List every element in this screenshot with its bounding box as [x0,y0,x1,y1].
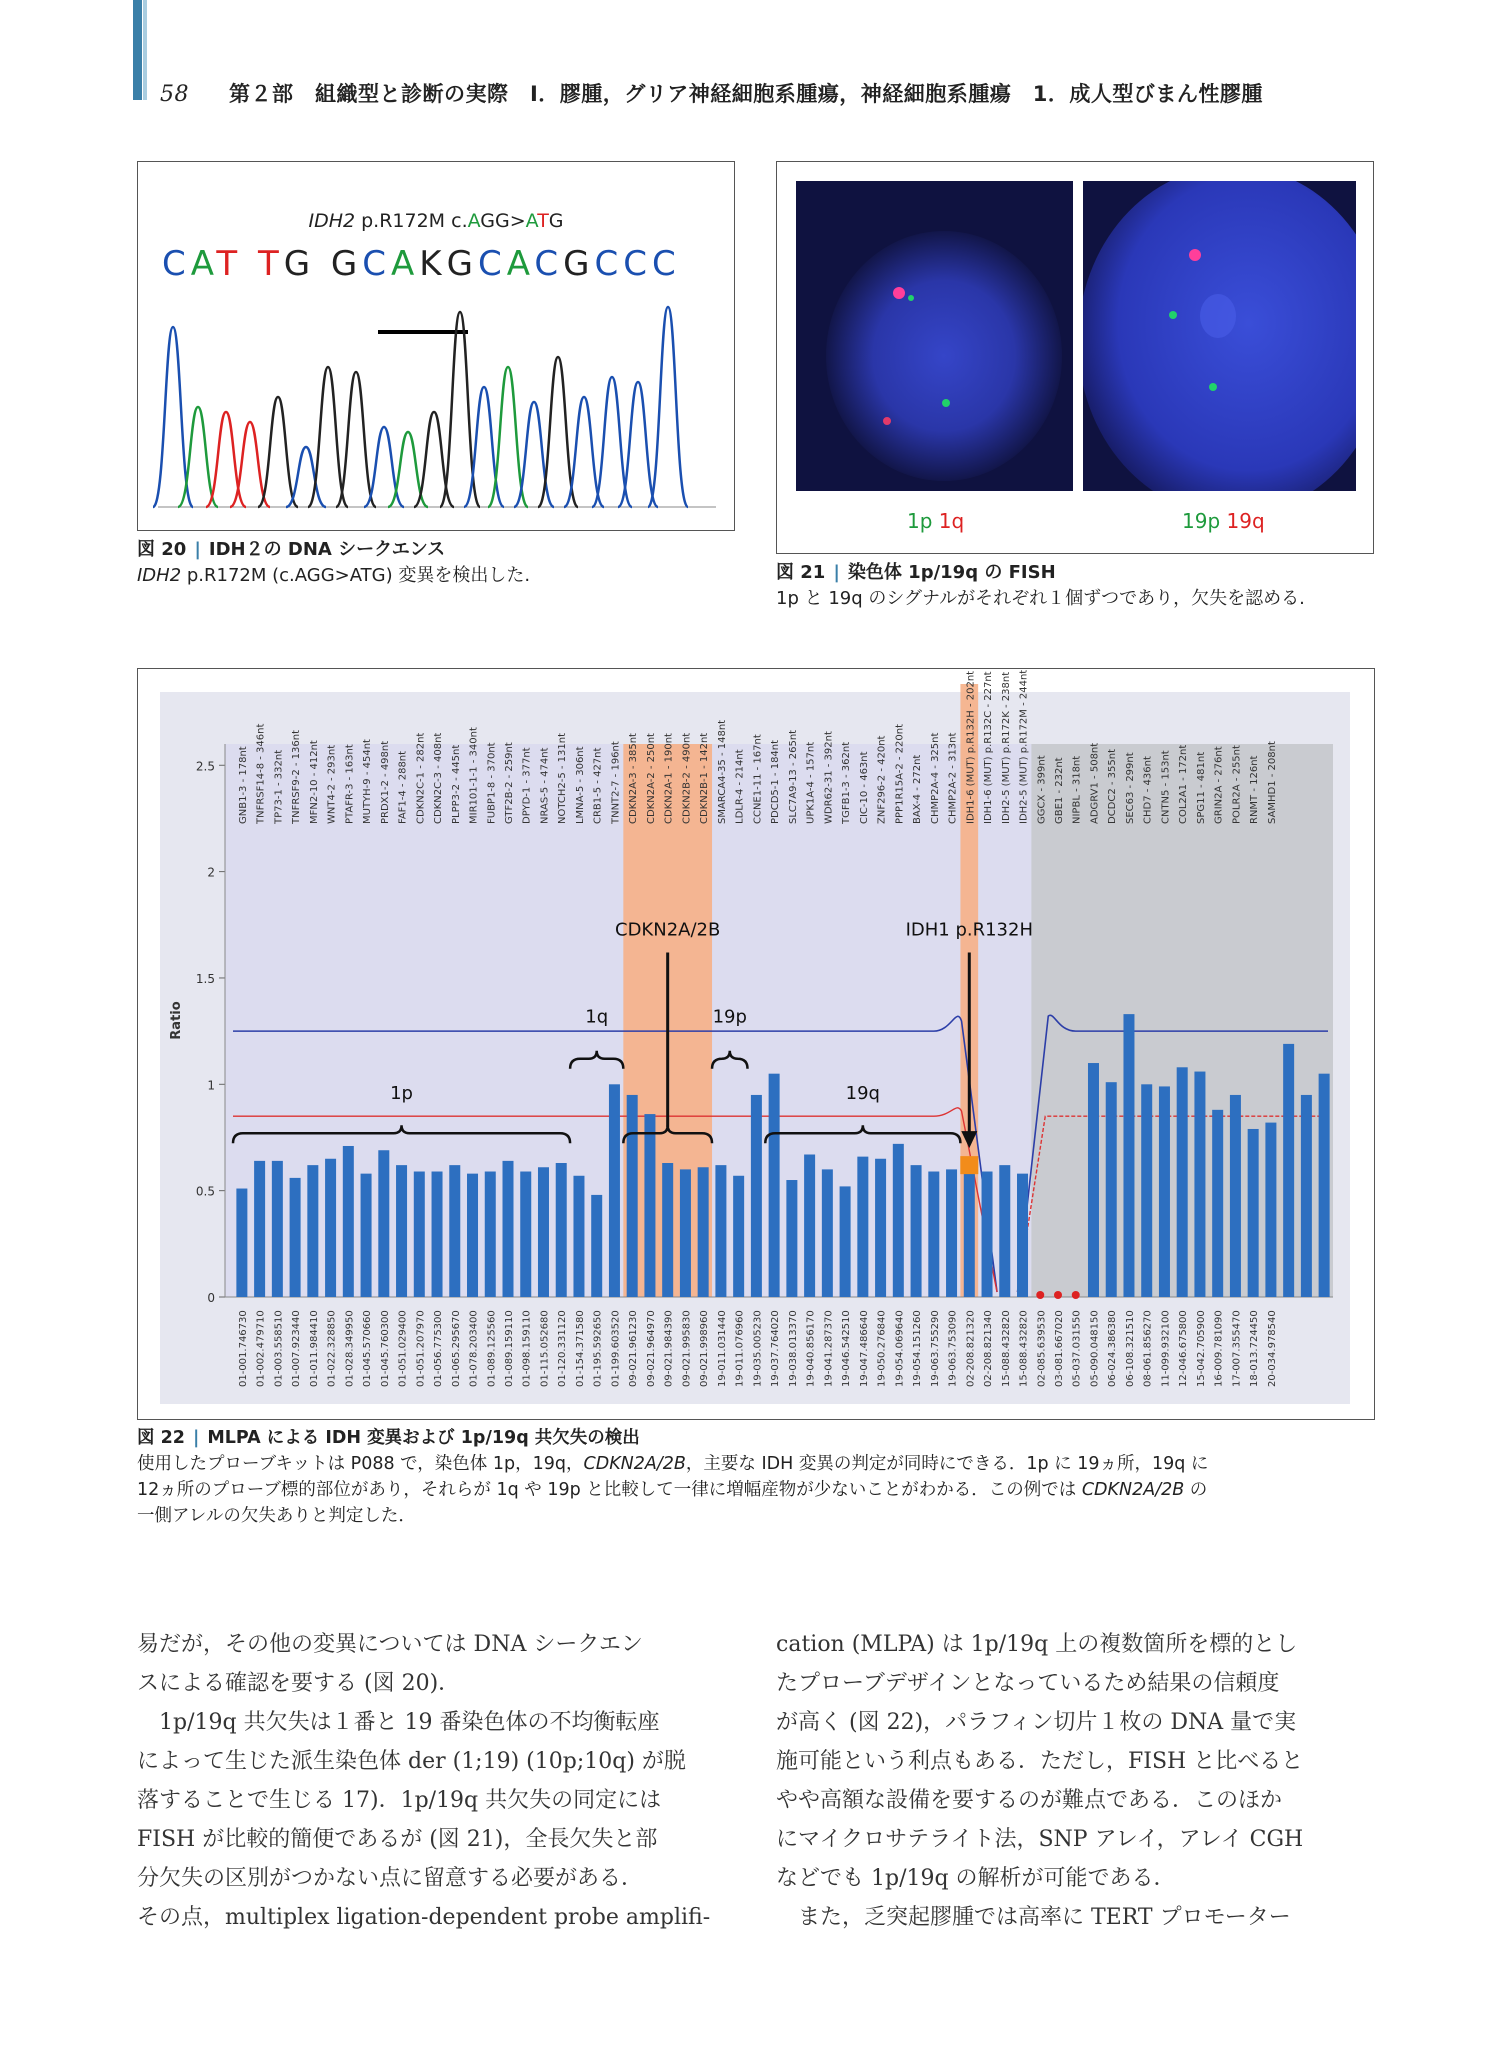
sequence-base: C [162,244,191,284]
fish-signal-red [893,287,905,299]
sequence-base: C [594,244,624,284]
position-label: 19-063.753090 [947,1310,959,1387]
probe-label: TNFRSF9-2 - 136nt [291,729,303,824]
fig20-caption-sep: | [194,539,201,560]
fig20-title-t: T [537,210,549,232]
position-label: 19-063.755290 [929,1310,941,1387]
bar [680,1169,691,1297]
sequence-base: C [623,244,652,284]
running-header [160,78,1263,108]
position-label: 01-007.923440 [291,1310,303,1387]
chromatogram-peak [336,372,376,507]
y-tick-label: 1.5 [195,971,215,986]
probe-label: NRAS-5 - 474nt [539,747,551,824]
position-label: 19-054.069640 [894,1310,906,1387]
body-right-line: 施可能という利点もある．ただし，FISH と比べると [776,1749,1304,1774]
position-label: 01-051.207970 [415,1310,427,1387]
figure-21-fish [776,161,1374,554]
position-label: 09-021.961230 [628,1310,640,1387]
probe-label: CDKN2B-1 - 142nt [699,732,711,824]
chromatogram-peak [206,412,246,507]
position-label: 15-088.432820 [1000,1310,1012,1387]
chromatogram-peak [618,382,658,507]
position-label: 19-054.151260 [912,1310,924,1387]
fig22-caption-line2-a: 12ヵ所のプローブ標的部位があり，それらが 1q や 19p と比較して一律に増幅産物が少ないことがわかる．この例では [137,1480,1082,1500]
sequence-base: G [446,244,478,284]
body-left-line: 易だが，その他の変異については DNA シークエン [137,1632,643,1657]
position-label: 01-056.775300 [433,1310,445,1387]
probe-label: TNNT2-7 - 196nt [610,741,622,824]
position-label: 01-154.371580 [574,1310,586,1387]
bar [733,1176,744,1297]
probe-label: CRB1-5 - 427nt [592,747,604,824]
bar [662,1163,673,1297]
y-axis-label: Ratio [169,1001,184,1040]
fig22-caption-heading: MLPA による IDH 変異および 1p/19q 共欠失の検出 [207,1428,640,1448]
bar [1017,1174,1028,1297]
figure-22-mlpa [137,668,1375,1420]
body-right-line: また，乏突起膠腫では高率に TERT プロモーター [798,1905,1291,1930]
figure-20-sequence [137,161,735,531]
fig20-caption-label: 図 20 [137,539,187,560]
sequence-base: T [216,244,243,284]
probe-label: FUBP1-8 - 370nt [486,742,498,824]
bar [503,1161,514,1297]
fish-signal-green [1169,311,1177,319]
position-label: 01-011.984410 [308,1310,320,1387]
position-label: 01-065.295670 [450,1310,462,1387]
body-column-right [776,1625,1376,1937]
position-label: 17-007.355470 [1231,1310,1243,1387]
position-label: 01-002.479710 [255,1310,267,1387]
fish-signal-green [942,399,950,407]
fig20-title-a2: A [525,210,538,232]
sequence-base: C [477,244,507,284]
annotation-19q: 19q [845,1083,881,1105]
position-label: 09-021.964970 [645,1310,657,1387]
sequence-base: C [534,244,564,284]
fig20-title-a1: A [467,210,481,232]
position-label: 01-195.592650 [592,1310,604,1387]
probe-label: IDH2-5 (MUT) p.R172M - 244nt [1018,669,1030,824]
probe-label: WDR62-31 - 392nt [823,731,835,824]
bar [591,1195,602,1297]
bar [343,1146,354,1297]
bar [964,1161,975,1297]
position-label: 15-042.705900 [1195,1310,1207,1387]
bar [361,1174,372,1297]
probe-label: TGFB1-3 - 362nt [841,741,853,824]
fig20-title-gene: IDH2 [308,210,356,232]
body-right-line: cation (MLPA) は 1p/19q 上の複数箇所を標的とし [776,1632,1298,1657]
body-column-left [137,1625,737,1937]
sequence-base: A [391,244,420,284]
bar [325,1159,336,1297]
bar-zero-point [1036,1291,1044,1299]
probe-label: GGCX - 399nt [1036,755,1048,824]
fish-image-19p19q [1083,181,1356,491]
annotation-19p: 19p [712,1006,747,1028]
bar [1248,1129,1259,1297]
probe-label: CHD7 - 436nt [1142,756,1154,824]
fish-nucleus-right [1083,181,1356,491]
position-label: 19-011.076960 [734,1310,746,1387]
fish-label-19q: 19q [1226,509,1265,533]
position-label: 03-081.667020 [1054,1310,1065,1387]
position-label: 02-085.639530 [1036,1310,1048,1387]
annotation-idh1: IDH1 p.R132H [905,919,1034,941]
fish-label-1p: 1p [907,509,933,533]
fish-signal-green [1209,383,1217,391]
probe-label: NIPBL - 318nt [1071,755,1083,824]
position-label: 05-037.031550 [1071,1310,1083,1387]
position-label: 11-099.932100 [1160,1310,1172,1387]
probe-label: LMNA-5 - 306nt [574,746,586,824]
probe-label: FAF1-4 - 288nt [397,750,409,824]
probe-label: LDLR-4 - 214nt [734,749,746,824]
bar [1194,1072,1205,1297]
bar [982,1172,993,1297]
probe-label: GBE1 - 232nt [1054,757,1065,824]
bar-zero-point [1072,1291,1080,1299]
chromatogram-peak [258,397,298,507]
fish-label-19p: 19p [1182,509,1221,533]
probe-label: NOTCH2-5 - 131nt [557,732,569,824]
fig21-caption-heading: 染色体 1p/19q の FISH [847,562,1056,583]
fig22-caption-line3: 一側アレルの欠失ありと判定した． [137,1506,416,1526]
probe-label: CCNE1-11 - 167nt [752,734,764,824]
position-label: 20-034.978540 [1266,1310,1278,1387]
bar [1141,1084,1152,1297]
position-label: 01-022.328850 [326,1310,338,1387]
bar [715,1165,726,1297]
bar-zero-point [1054,1291,1062,1299]
body-right-line: やや高額な設備を要するのが難点である．このほか [776,1788,1283,1813]
probe-label: MFN2-10 - 412nt [308,740,320,824]
probe-label: SMARCA4-35 - 148nt [716,719,728,824]
bar [485,1172,496,1297]
body-left-line: FISH が比較的簡便であるが (図 21)，全長欠失と部 [137,1827,658,1852]
probe-label: CHMP2A-2 - 313nt [947,732,959,824]
bar [1123,1014,1134,1297]
position-label: 01-045.760300 [379,1310,391,1387]
bar [1177,1067,1188,1297]
fig22-caption-line1-b: ，主要な IDH 変異の判定が同時にできる．1p に 19ヵ所，19q に [685,1454,1209,1474]
probe-label: IDH1-6 (MUT) p.R132H - 202nt [965,670,977,824]
probe-label: SPG11 - 481nt [1195,751,1207,824]
position-label: 15-088.432820 [1018,1310,1030,1387]
fig22-caption-line1-a: 使用したプローブキットは P088 で，染色体 1p，19q， [137,1454,584,1474]
fig22-caption-line1 [137,1451,1377,1477]
position-label: 19-040.856170 [805,1310,817,1387]
probe-label: CDKN2C-1 - 282nt [415,732,427,824]
body-right-line: などでも 1p/19q の解析が可能である． [776,1866,1176,1891]
probe-label: TNFRSF14-8 - 346nt [255,723,267,824]
body-left-line: その点，multiplex ligation-dependent probe amplifi- [137,1905,711,1930]
probe-label: IDH1-6 (MUT) p.R132C - 227nt [983,671,995,824]
fig20-caption-title [137,537,737,563]
position-label: 06-024.386380 [1107,1310,1119,1387]
probe-label: MUTYH-9 - 454nt [362,739,374,824]
probe-label: CNTN5 - 153nt [1160,750,1172,824]
position-label: 19-046.542510 [841,1310,853,1387]
bar [538,1167,549,1297]
sequence-base: G [563,244,595,284]
position-label: 01-199.603520 [610,1310,622,1387]
bar [928,1172,939,1297]
position-label: 01-120.331120 [557,1310,569,1387]
position-label: 01-001.746730 [237,1310,249,1387]
position-label: 06-108.321510 [1124,1310,1136,1387]
fig20-caption-gene: IDH2 [137,565,182,586]
y-tick-label: 1 [207,1078,215,1093]
probe-label: GRIN2A - 276nt [1213,746,1225,824]
probe-label: GNB1-3 - 178nt [237,746,249,824]
position-label: 19-050.276840 [876,1310,888,1387]
probe-label: RNMT - 126nt [1249,755,1261,824]
bar [999,1165,1010,1297]
bar [467,1174,478,1297]
sequence-base: K [419,244,447,284]
position-label: 19-037.764020 [770,1310,782,1387]
fish-signal-red [1189,249,1201,261]
fig20-title-rest: p.R172M c. [355,210,468,232]
sidebar-accent-bar-light [143,0,147,100]
probe-label: CDKN2A-2 - 250nt [645,733,657,824]
position-label: 19-038.013370 [787,1310,799,1387]
probe-label: COL2A1 - 172nt [1178,744,1190,824]
fig22-caption-label: 図 22 [137,1428,185,1448]
bar [254,1161,265,1297]
fish-image-1p1q [796,181,1073,491]
y-tick-label: 2 [207,865,215,880]
y-tick-label: 0.5 [195,1184,215,1199]
bar [432,1172,443,1297]
bar [236,1189,247,1297]
position-label: 01-089.159110 [504,1310,515,1387]
sequence-base: C [362,244,392,284]
bar [1106,1082,1117,1297]
bar [1301,1095,1312,1297]
fish-label-left [907,509,964,533]
fish-signal-red [883,417,891,425]
probe-label: ZNF296-2 - 420nt [876,735,888,824]
position-label: 01-078.203400 [468,1310,480,1387]
body-left-line: スによる確認を要する (図 20)． [137,1671,461,1696]
fig20-title-mid: GG> [480,210,526,232]
bar [1159,1086,1170,1297]
probe-label: CDKN2A-3 - 385nt [628,733,640,824]
sequence-base: G [283,244,316,284]
fig20-caption-heading: IDH２の DNA シークエンス [208,539,446,560]
bar [786,1180,797,1297]
fig22-caption-line2-gene: CDKN2A/2B [1081,1480,1185,1500]
fig21-caption [776,560,1396,612]
bar [644,1114,655,1297]
probe-label: POLR2A - 255nt [1231,745,1243,824]
chromatogram-peak [440,312,480,507]
fig22-caption-sep: | [192,1428,200,1448]
sequence-base: A [506,244,535,284]
fig22-caption [137,1425,1377,1529]
fig22-caption-line2 [137,1477,1377,1503]
position-label: 01-098.159110 [521,1310,533,1387]
probe-label: BAX-4 - 272nt [912,754,924,824]
probe-label: PRDX1-2 - 498nt [379,740,391,824]
fig22-caption-line2-b: の [1184,1480,1208,1500]
annotation-1p: 1p [390,1083,413,1105]
y-tick-label: 2.5 [195,759,215,774]
fig20-title-g: G [548,210,564,232]
probe-label: CDKN2A-1 - 190nt [663,733,675,824]
position-label: 02-208.821340 [983,1310,995,1387]
bar [1212,1110,1223,1297]
probe-label: GTF2B-2 - 259nt [504,742,515,824]
probe-label: UPK1A-4 - 157nt [805,741,817,824]
body-left-line: 1p/19q 共欠失は１番と 19 番染色体の不均衡転座 [159,1710,660,1735]
fig20-caption [137,537,737,589]
bar [627,1095,638,1297]
position-label: 01-028.349950 [344,1310,356,1387]
position-label: 19-011.031440 [716,1310,728,1387]
bar [396,1165,407,1297]
probe-label: IDH2-5 (MUT) p.R172K - 238nt [1000,671,1012,824]
bar [822,1169,833,1297]
bar [1088,1063,1099,1297]
probe-label: ADGRV1 - 508nt [1089,742,1101,824]
fig21-caption-sep: | [833,562,840,583]
bar [857,1157,868,1297]
bar [573,1176,584,1297]
bar [1319,1074,1330,1297]
fish-label-right [1182,509,1265,533]
sequence-base: G [330,244,363,284]
probe-label: MIR101-1-1 - 340nt [468,727,480,824]
fish-nucleus-left [796,181,1073,491]
probe-label: PTAFR-3 - 163nt [344,744,356,824]
position-label: 05-090.048150 [1089,1310,1101,1387]
bar [804,1154,815,1297]
fig20-caption-text: p.R172M (c.AGG>ATG) 変異を検出した. [181,565,531,586]
position-label: 01-115.052680 [539,1310,551,1387]
body-right-line: が高く (図 22)，パラフィン切片１枚の DNA 量で実 [776,1710,1297,1735]
position-label: 09-021.995830 [681,1310,693,1387]
fish-signal-green [908,295,914,301]
probe-label: SEC63 - 299nt [1124,752,1136,824]
body-left-line: 落することで生じる 17)．1p/19q 共欠失の同定には [137,1788,662,1813]
probe-label: TP73-1 - 332nt [273,749,285,824]
bar [893,1144,904,1297]
bar [1283,1044,1294,1297]
probe-label: CDKN2C-3 - 408nt [433,732,445,824]
bar [414,1172,425,1297]
sequence-base: C [651,244,681,284]
page-number: 58 [160,82,189,107]
bar [556,1163,567,1297]
probe-label: DCDC2 - 355nt [1107,748,1119,824]
bar [769,1074,780,1297]
position-label: 18-013.724450 [1249,1310,1261,1387]
body-right-line: たプローブデザインとなっているため結果の信頼度 [776,1671,1280,1696]
fig22-caption-line1-gene: CDKN2A/2B [583,1454,686,1474]
position-label: 19-041.287370 [823,1310,835,1387]
body-left-line: 分欠失の区別がつかない点に留意する必要がある． [137,1866,644,1891]
bar [911,1165,922,1297]
bar [946,1169,957,1297]
position-label: 01-089.125560 [486,1310,498,1387]
probe-label: PLPP3-2 - 445nt [450,744,462,824]
fig22-caption-title [137,1425,1377,1451]
bar [698,1167,709,1297]
bar [751,1095,762,1297]
bar [378,1150,389,1297]
bar [840,1186,851,1297]
position-label: 12-046.675800 [1178,1310,1190,1387]
fig21-caption-title [776,560,1396,586]
annotation-1q: 1q [585,1006,609,1028]
position-label: 16-009.781090 [1213,1310,1225,1387]
probe-label: PPP1R15A-2 - 220nt [894,723,906,824]
probe-label: DPYD-1 - 377nt [521,747,533,824]
probe-label: WNT4-2 - 293nt [326,744,338,824]
bar [290,1178,301,1297]
body-right-line: にマイクロサテライト法，SNP アレイ，アレイ CGH [776,1827,1304,1852]
position-label: 01-051.029400 [397,1310,409,1387]
position-label: 09-021.998960 [699,1310,711,1387]
bar [520,1172,531,1297]
chromatogram-peak [648,307,688,507]
sequence-base: A [190,244,217,284]
bar [272,1161,283,1297]
annotation-cdkn2a2b: CDKN2A/2B [615,919,721,941]
bar [449,1165,460,1297]
position-label: 01-003.558510 [273,1310,285,1387]
position-label: 08-061.856270 [1142,1310,1154,1387]
bar [307,1165,318,1297]
probe-label: SLC7A9-13 - 265nt [787,729,799,824]
fig21-caption-label: 図 21 [776,562,826,583]
mlpa-chart [138,669,1374,1419]
bar [1265,1123,1276,1297]
probe-label: CHMP2A-4 - 325nt [929,732,941,824]
bar [875,1159,886,1297]
running-title: 第２部 組織型と診断の実際 Ⅰ．膠腫，グリア神経細胞系腫瘍，神経細胞系腫瘍 1．成人型びまん性膠腫 [229,82,1263,106]
chromatogram-peak [286,447,326,507]
sequence-base: T [257,244,284,284]
y-tick-label: 0 [207,1291,215,1305]
sidebar-accent-bar [133,0,142,100]
probe-label: CDKN2B-2 - 490nt [681,732,693,824]
position-label: 19-047.486640 [858,1310,870,1387]
position-label: 02-208.821320 [965,1310,977,1387]
idh-mutation-marker [960,1156,978,1174]
fig20-caption-body [137,563,737,589]
position-label: 19-035.005230 [752,1310,764,1387]
chromatogram-peak [364,427,404,507]
fig21-caption-text: 1p と 19q のシグナルがそれぞれ１個ずつであり，欠失を認める. [776,588,1305,609]
position-label: 09-021.984390 [663,1310,675,1387]
probe-label: PDCD5-1 - 184nt [770,739,782,824]
probe-label: SAMHD1 - 208nt [1266,741,1278,824]
bar [609,1084,620,1297]
position-label: 01-045.570660 [362,1310,374,1387]
fish-label-1q: 1q [938,509,965,533]
probe-label: CIC-10 - 463nt [858,751,870,824]
chromatogram [138,162,734,530]
bar [1230,1095,1241,1297]
body-left-line: によって生じた派生染色体 der (1;19) (10p;10q) が脱 [137,1749,686,1774]
